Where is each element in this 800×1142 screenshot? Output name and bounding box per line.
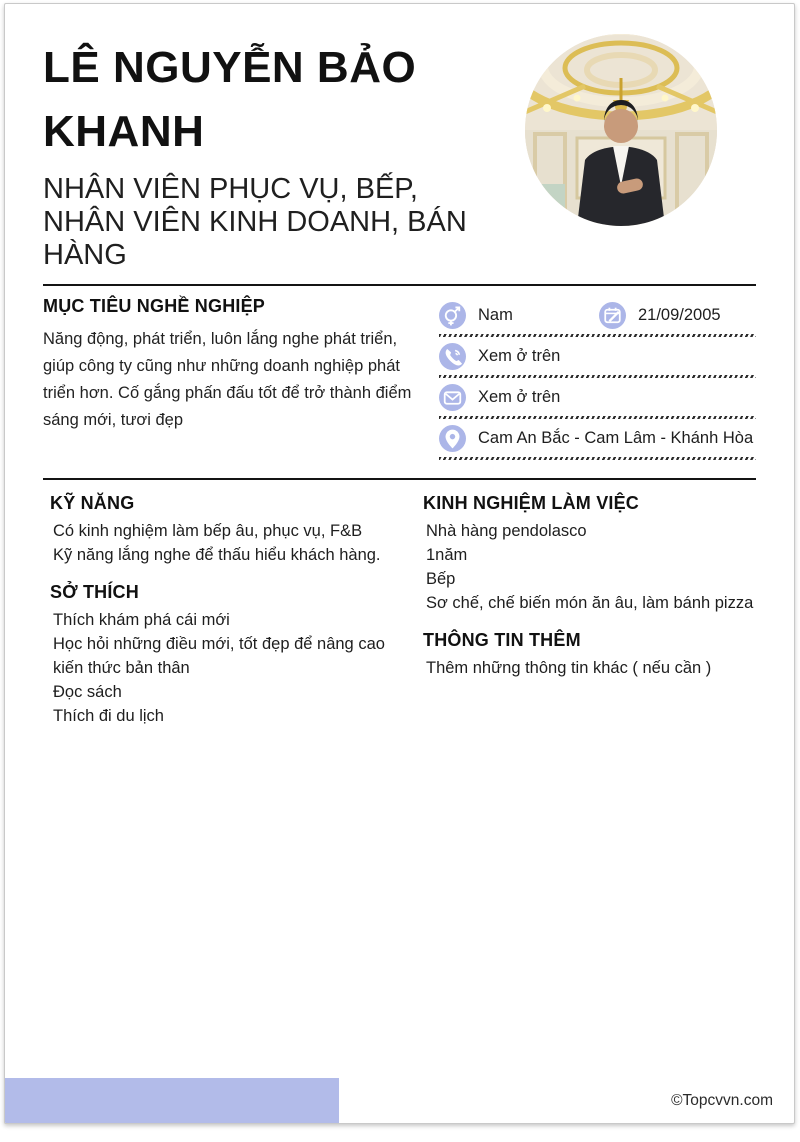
phone-icon — [439, 343, 466, 370]
profile-photo — [525, 34, 717, 226]
calendar-edit-icon — [599, 302, 626, 329]
profile-photo-illustration — [525, 34, 717, 226]
hobby-item: Học hỏi những điều mới, tốt đẹp để nâng cao kiến thức bản thân — [53, 635, 385, 677]
objective-block — [43, 296, 439, 460]
right-column — [423, 493, 756, 728]
location-pin-icon — [439, 425, 466, 452]
gender-value: Nam — [478, 305, 513, 324]
left-column — [43, 493, 423, 728]
candidate-job-title: NHÂN VIÊN PHỤC VỤ, BẾP, NHÂN VIÊN KINH DOANH, BÁN HÀNG — [43, 173, 467, 271]
header-text-block — [43, 30, 525, 272]
contact-gender — [439, 302, 599, 329]
experience-heading: KINH NGHIỆM LÀM VIỆC — [423, 493, 640, 513]
contact-birth-date — [599, 302, 721, 329]
section-objective-contact — [43, 284, 756, 460]
skill-item: Kỹ năng lắng nghe để thấu hiểu khách hàng. — [53, 546, 381, 564]
contact-row-phone — [439, 337, 756, 375]
objective-text: Năng động, phát triển, luôn lắng nghe phát triển, giúp công ty cũng như những doanh nghiệp phát triển hơn. Cố gắng phấn đấu tốt để trở thành điểm sáng mới, tươi đẹp — [43, 330, 412, 429]
experience-item: Sơ chế, chế biến món ăn âu, làm bánh pizza — [426, 594, 754, 612]
mail-icon — [439, 384, 466, 411]
email-value: Xem ở trên — [478, 387, 561, 406]
experience-item: Nhà hàng pendolasco — [426, 522, 587, 540]
footer-accent-block — [5, 1078, 339, 1123]
experience-item: Bếp — [426, 570, 456, 588]
candidate-name: LÊ NGUYỄN BẢO KHANH — [43, 43, 417, 156]
experience-item: 1năm — [426, 546, 468, 564]
address-value: Cam An Bắc - Cam Lâm - Khánh Hòa — [478, 428, 754, 447]
contact-row-gender-dob — [439, 296, 756, 334]
skill-item: Có kinh nghiệm làm bếp âu, phục vụ, F&B — [53, 522, 363, 540]
additional-info-item: Thêm những thông tin khác ( nếu cần ) — [426, 659, 712, 677]
hobby-item: Đọc sách — [53, 683, 122, 701]
contact-row-address — [439, 419, 756, 457]
hobbies-heading: SỞ THÍCH — [50, 582, 139, 602]
gender-icon — [439, 302, 466, 329]
section-skills-experience — [43, 478, 756, 728]
header — [5, 4, 794, 272]
contact-divider — [439, 457, 756, 460]
contact-row-email — [439, 378, 756, 416]
phone-value: Xem ở trên — [478, 346, 561, 365]
birth-date-value: 21/09/2005 — [638, 305, 721, 324]
contact-block — [439, 296, 756, 460]
additional-info-heading: THÔNG TIN THÊM — [423, 630, 581, 650]
hobby-item: Thích đi du lịch — [53, 707, 164, 725]
skills-heading: KỸ NĂNG — [50, 493, 135, 513]
copyright-text: ©Topcvvn.com — [671, 1092, 773, 1109]
objective-heading: MỤC TIÊU NGHỀ NGHIỆP — [43, 296, 266, 316]
cv-page — [4, 3, 795, 1124]
hobby-item: Thích khám phá cái mới — [53, 611, 230, 629]
